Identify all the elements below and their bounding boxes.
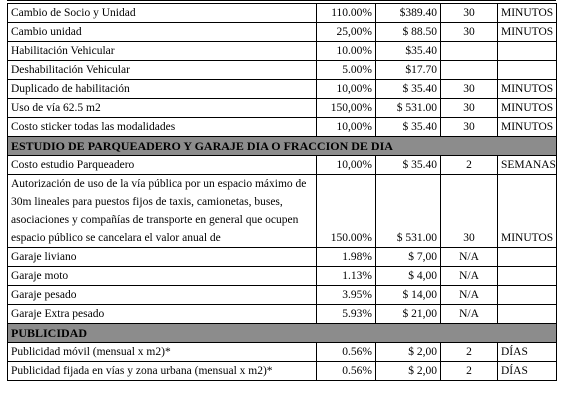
quantity-cell: [441, 42, 498, 61]
table-row: [8, 23, 557, 42]
unit-cell: MINUTOS: [498, 118, 557, 137]
percentage-cell: 5.93%: [317, 305, 376, 324]
unit-cell: MINUTOS: [498, 23, 557, 42]
quantity-cell: 2: [441, 343, 498, 362]
table-row: [8, 343, 557, 362]
concept-cell: Cambio de Socio y Unidad: [8, 4, 317, 23]
table-row: [8, 175, 557, 248]
percentage-cell: 10,00%: [317, 80, 376, 99]
quantity-cell: [441, 61, 498, 80]
table-row: [8, 156, 557, 175]
unit-cell: MINUTOS: [498, 175, 557, 248]
value-cell: $ 21,00: [376, 305, 441, 324]
concept-cell: Garaje liviano: [8, 248, 317, 267]
value-cell: $ 4,00: [376, 267, 441, 286]
value-cell: $ 88.50: [376, 23, 441, 42]
unit-cell: DÍAS: [498, 343, 557, 362]
section-header-row: [8, 137, 557, 156]
table-row: [8, 362, 557, 381]
quantity-cell: 2: [441, 362, 498, 381]
percentage-cell: 0.56%: [317, 362, 376, 381]
unit-cell: [498, 267, 557, 286]
value-cell: $ 2,00: [376, 362, 441, 381]
quantity-cell: 30: [441, 99, 498, 118]
value-cell: $ 35.40: [376, 156, 441, 175]
percentage-cell: 5.00%: [317, 61, 376, 80]
table-row: [8, 118, 557, 137]
concept-cell: Uso de vía 62.5 m2: [8, 99, 317, 118]
concept-line: espacio público se cancelara el valor anual de: [11, 232, 221, 244]
quantity-cell: 30: [441, 118, 498, 137]
quantity-cell: 30: [441, 175, 498, 248]
concept-cell: Duplicado de habilitación: [8, 80, 317, 99]
unit-cell: [498, 248, 557, 267]
unit-cell: MINUTOS: [498, 80, 557, 99]
quantity-cell: 2: [441, 156, 498, 175]
concept-cell: Garaje Extra pesado: [8, 305, 317, 324]
section-header-row: [8, 324, 557, 343]
concept-cell: Costo estudio Parqueadero: [8, 156, 317, 175]
value-cell: $35.40: [376, 42, 441, 61]
table-row: [8, 267, 557, 286]
percentage-cell: 150.00%: [317, 175, 376, 248]
concept-cell: Cambio unidad: [8, 23, 317, 42]
concept-multiline-cell: [8, 175, 317, 248]
value-cell: $ 531.00: [376, 175, 441, 248]
fee-table: [7, 3, 557, 381]
percentage-cell: 3.95%: [317, 286, 376, 305]
percentage-cell: 10,00%: [317, 118, 376, 137]
table-row: [8, 4, 557, 23]
percentage-cell: 25,00%: [317, 23, 376, 42]
percentage-cell: 150,00%: [317, 99, 376, 118]
table-row: [8, 286, 557, 305]
value-cell: $389.40: [376, 4, 441, 23]
table-row: [8, 248, 557, 267]
unit-cell: [498, 305, 557, 324]
table-row: [8, 42, 557, 61]
percentage-cell: 10.00%: [317, 42, 376, 61]
concept-cell: Garaje moto: [8, 267, 317, 286]
unit-cell: SEMANAS: [498, 156, 557, 175]
concept-cell: Garaje pesado: [8, 286, 317, 305]
value-cell: $ 531.00: [376, 99, 441, 118]
unit-cell: [498, 286, 557, 305]
quantity-cell: N/A: [441, 267, 498, 286]
quantity-cell: N/A: [441, 286, 498, 305]
percentage-cell: 1.98%: [317, 248, 376, 267]
table-row: [8, 61, 557, 80]
concept-cell: Habilitación Vehicular: [8, 42, 317, 61]
percentage-cell: 110.00%: [317, 4, 376, 23]
value-cell: $ 14,00: [376, 286, 441, 305]
unit-cell: MINUTOS: [498, 99, 557, 118]
unit-cell: DÍAS: [498, 362, 557, 381]
table-row: [8, 80, 557, 99]
unit-cell: [498, 61, 557, 80]
value-cell: $ 2,00: [376, 343, 441, 362]
percentage-cell: 0.56%: [317, 343, 376, 362]
concept-line: asociaciones y compañías de transporte en general que ocupen: [11, 214, 299, 226]
value-cell: $ 35.40: [376, 118, 441, 137]
concept-line: Autorización de uso de la vía pública por un espacio máximo de: [11, 178, 307, 190]
quantity-cell: N/A: [441, 305, 498, 324]
quantity-cell: 30: [441, 4, 498, 23]
concept-cell: Publicidad fijada en vías y zona urbana (mensual x m2)*: [8, 362, 317, 381]
value-cell: $ 7,00: [376, 248, 441, 267]
concept-cell: Costo sticker todas las modalidades: [8, 118, 317, 137]
quantity-cell: 30: [441, 23, 498, 42]
table-row: [8, 99, 557, 118]
percentage-cell: 1.13%: [317, 267, 376, 286]
quantity-cell: 30: [441, 80, 498, 99]
concept-cell: Deshabilitación Vehicular: [8, 61, 317, 80]
value-cell: $ 35.40: [376, 80, 441, 99]
value-cell: $17.70: [376, 61, 441, 80]
section-title: PUBLICIDAD: [8, 324, 557, 343]
table-row: [8, 305, 557, 324]
percentage-cell: 10,00%: [317, 156, 376, 175]
section-title: ESTUDIO DE PARQUEADERO Y GARAJE DIA O FRACCION DE DIA: [8, 137, 557, 156]
quantity-cell: N/A: [441, 248, 498, 267]
unit-cell: [498, 42, 557, 61]
concept-cell: Publicidad móvil (mensual x m2)*: [8, 343, 317, 362]
unit-cell: MINUTOS: [498, 4, 557, 23]
concept-line: 30m lineales para puestos fijos de taxis, camionetas, buses,: [11, 196, 283, 208]
